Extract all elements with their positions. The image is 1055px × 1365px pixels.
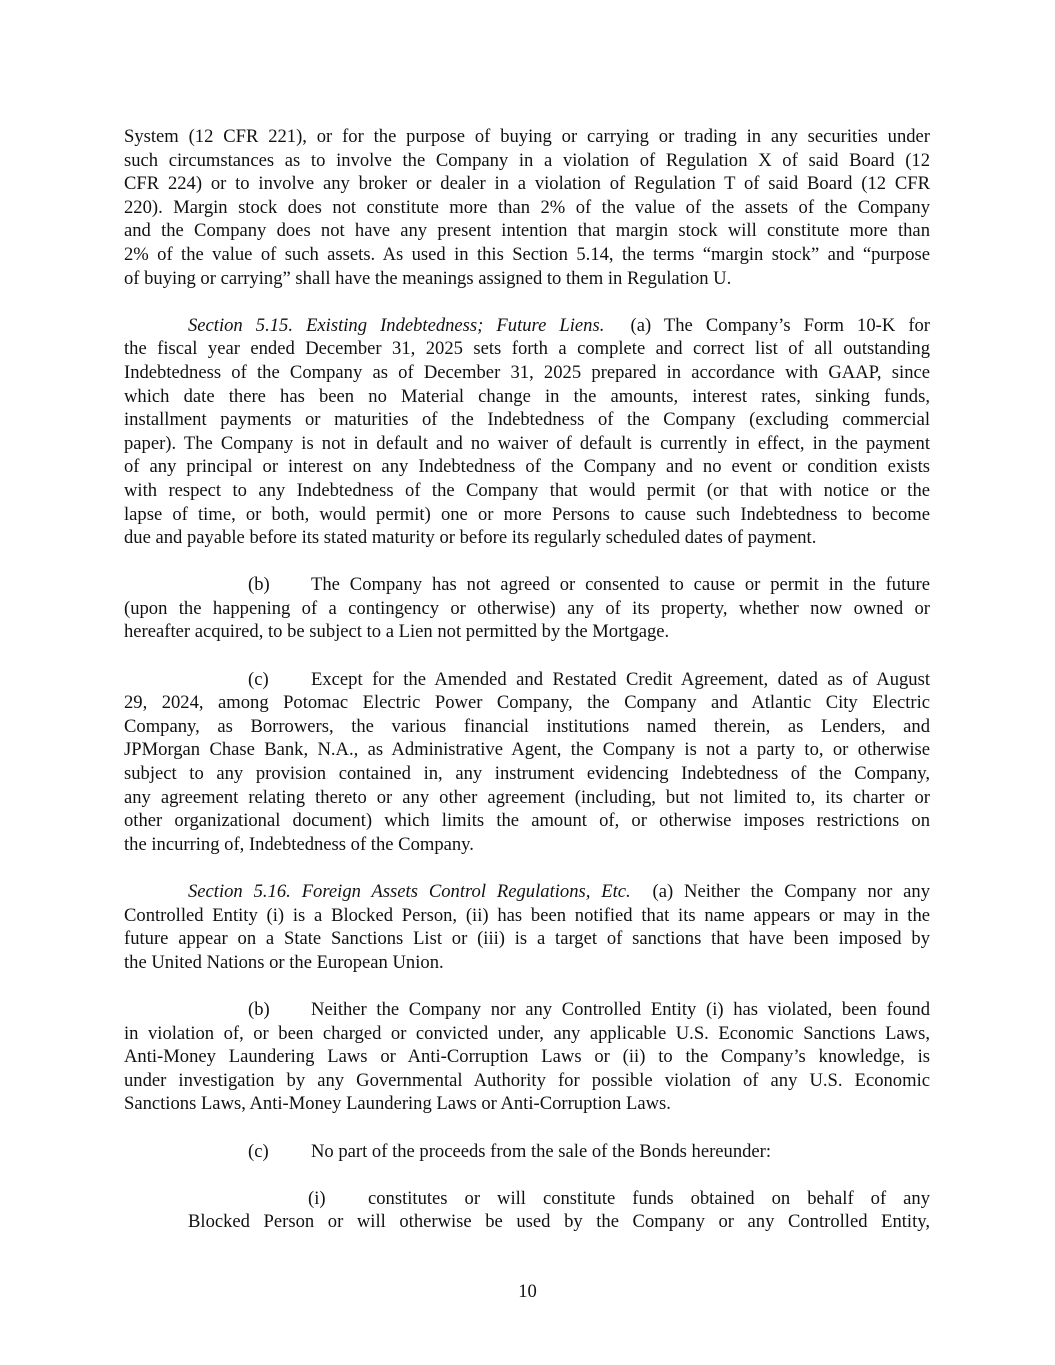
text-line xyxy=(124,597,930,621)
line-text: (upon the happening of a contingency or otherwise) any of its property, whether now owned or xyxy=(124,597,930,619)
line-text: No part of the proceeds from the sale of the Bonds hereunder: xyxy=(311,1140,772,1162)
text-line xyxy=(124,1022,930,1046)
text-line xyxy=(124,526,930,550)
text-line xyxy=(188,1187,930,1211)
paragraph xyxy=(124,1140,930,1164)
text-line xyxy=(124,951,930,975)
text-line xyxy=(124,620,930,644)
line-text: due and payable before its stated maturity or before its regularly scheduled dates of payment. xyxy=(124,527,817,549)
line-text: (a) The Company’s Form 10-K for xyxy=(630,314,931,336)
line-text: in violation of, or been charged or convicted under, any applicable U.S. Economic Sanctions Laws, xyxy=(124,1022,930,1044)
line-text: paper). The Company is not in default and no waiver of default is currently in effect, in the payment xyxy=(124,432,930,454)
line-text: of buying or carrying” shall have the meanings assigned to them in Regulation U. xyxy=(124,267,732,289)
paragraph xyxy=(124,125,930,290)
line-text: CFR 224) or to involve any broker or dealer in a violation of Regulation T of said Board (12 CFR xyxy=(124,173,930,195)
text-line xyxy=(124,738,930,762)
line-text: hereafter acquired, to be subject to a Lien not permitted by the Mortgage. xyxy=(124,621,670,643)
text-line xyxy=(124,337,930,361)
text-line xyxy=(124,998,930,1022)
line-text: subject to any provision contained in, any instrument evidencing Indebtedness of the Company, xyxy=(124,763,930,785)
line-text: any agreement relating thereto or any other agreement (including, but not limited to, its charter or xyxy=(124,786,930,808)
text-line xyxy=(124,668,930,692)
clause-label: (c) xyxy=(248,668,269,690)
line-text: and the Company does not have any present intention that margin stock will constitute more than xyxy=(124,220,930,242)
line-text: Controlled Entity (i) is a Blocked Person, (ii) has been notified that its name appears or may in the xyxy=(124,904,930,926)
line-text: Except for the Amended and Restated Credit Agreement, dated as of August xyxy=(311,668,930,690)
text-line xyxy=(124,125,930,149)
line-text: the fiscal year ended December 31, 2025 sets forth a complete and correct list of all outstanding xyxy=(124,338,930,360)
line-text: The Company has not agreed or consented to cause or permit in the future xyxy=(311,574,930,596)
text-line xyxy=(124,715,930,739)
paragraph xyxy=(124,668,930,857)
text-line xyxy=(124,1092,930,1116)
text-line xyxy=(124,691,930,715)
line-text: under investigation by any Governmental Authority for possible violation of any U.S. Economic xyxy=(124,1069,930,1091)
document-body xyxy=(124,125,930,1258)
text-line xyxy=(124,408,930,432)
line-text: future appear on a State Sanctions List or (iii) is a target of sanctions that have been imposed by xyxy=(124,928,930,950)
line-text: constitutes or will constitute funds obtained on behalf of any xyxy=(368,1187,930,1209)
text-line xyxy=(124,361,930,385)
paragraph xyxy=(124,314,930,550)
clause-label: (b) xyxy=(248,574,270,596)
text-line xyxy=(124,880,930,904)
line-text: 29, 2024, among Potomac Electric Power Company, the Company and Atlantic City Electric xyxy=(124,692,930,714)
line-text: other organizational document) which limits the amount of, or otherwise imposes restrictions on xyxy=(124,810,930,832)
page-number: 10 xyxy=(518,1281,537,1302)
paragraph xyxy=(124,880,930,974)
text-line xyxy=(124,172,930,196)
text-line xyxy=(124,243,930,267)
line-text: System (12 CFR 221), or for the purpose of buying or carrying or trading in any securities under xyxy=(124,126,930,147)
line-text: the incurring of, Indebtedness of the Company. xyxy=(124,833,474,855)
text-line xyxy=(124,904,930,928)
line-text: of any principal or interest on any Indebtedness of the Company and no event or condition exists xyxy=(124,456,930,478)
line-text: Company, as Borrowers, the various financial institutions named therein, as Lenders, and xyxy=(124,715,930,737)
clause-label: (i) xyxy=(308,1187,326,1209)
clause-label: (c) xyxy=(248,1140,269,1162)
line-text: 220). Margin stock does not constitute more than 2% of the value of the assets of the Company xyxy=(124,196,930,218)
line-text: Anti-Money Laundering Laws or Anti-Corruption Laws or (ii) to the Company’s knowledge, is xyxy=(124,1046,930,1068)
line-text: installment payments or maturities of the Indebtedness of the Company (excluding commercial xyxy=(124,409,930,431)
text-line xyxy=(124,573,930,597)
text-line xyxy=(124,809,930,833)
line-text: Indebtedness of the Company as of December 31, 2025 prepared in accordance with GAAP, since xyxy=(124,361,930,383)
text-line xyxy=(124,762,930,786)
line-text: (a) Neither the Company nor any xyxy=(652,881,930,902)
text-line xyxy=(124,385,930,409)
text-line xyxy=(124,219,930,243)
line-text: Sanctions Laws, Anti-Money Laundering Laws or Anti-Corruption Laws. xyxy=(124,1093,671,1115)
text-line xyxy=(124,1045,930,1069)
line-text: the United Nations or the European Union. xyxy=(124,951,444,973)
text-line xyxy=(124,455,930,479)
text-line xyxy=(124,432,930,456)
text-line xyxy=(124,1069,930,1093)
text-line xyxy=(124,786,930,810)
text-line xyxy=(124,479,930,503)
text-line xyxy=(188,1210,930,1234)
text-line xyxy=(124,1140,930,1164)
clause-label: (b) xyxy=(248,998,270,1020)
line-text: 2% of the value of such assets. As used in this Section 5.14, the terms “margin stock” and “purpose xyxy=(124,243,930,265)
line-text: with respect to any Indebtedness of the Company that would permit (or that with notice or the xyxy=(124,479,930,501)
text-line xyxy=(124,149,930,173)
line-text: JPMorgan Chase Bank, N.A., as Administrative Agent, the Company is not a party to, or otherwise xyxy=(124,739,930,761)
text-line xyxy=(124,196,930,220)
text-line xyxy=(124,927,930,951)
paragraph xyxy=(124,998,930,1116)
text-line xyxy=(124,833,930,857)
text-line xyxy=(124,267,930,291)
paragraph xyxy=(188,1187,930,1234)
line-text: lapse of time, or both, would permit) one or more Persons to cause such Indebtedness to become xyxy=(124,503,930,525)
line-text: which date there has been no Material change in the amounts, interest rates, sinking funds, xyxy=(124,385,930,407)
text-line xyxy=(124,314,930,338)
line-text: such circumstances as to involve the Company in a violation of Regulation X of said Board (12 xyxy=(124,149,930,171)
text-line xyxy=(124,503,930,527)
section-heading: Section 5.16. Foreign Assets Control Regulations, Etc. xyxy=(188,881,631,902)
line-text: Blocked Person or will otherwise be used by the Company or any Controlled Entity, xyxy=(188,1211,930,1233)
line-text: Neither the Company nor any Controlled Entity (i) has violated, been found xyxy=(311,998,930,1020)
paragraph xyxy=(124,573,930,644)
section-heading: Section 5.15. Existing Indebtedness; Future Liens. xyxy=(188,314,605,336)
